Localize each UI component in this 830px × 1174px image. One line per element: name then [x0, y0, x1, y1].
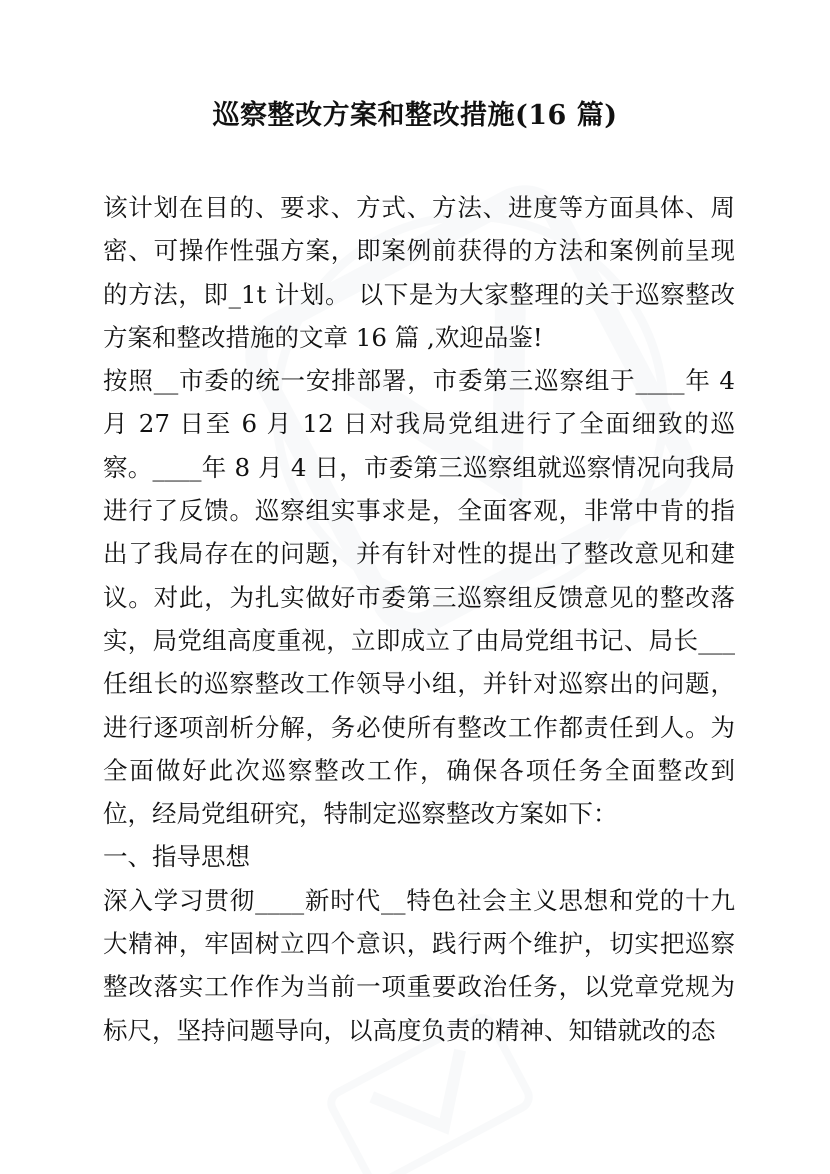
guiding-thought-paragraph: 深入学习贯彻____新时代__特色社会主义思想和党的十九大精神，牢固树立四个意识，践行两个维护，切实把巡察整改落实工作作为当前一项重要政治任务，以党章党规为标尺，坚持问题导向，以高度负责的精神、知错就改的态	[103, 885, 735, 1045]
document-title: 巡察整改方案和整改措施(16 篇)	[212, 100, 618, 131]
intro-paragraph: 该计划在目的、要求、方式、方法、进度等方面具体、周密、可操作性强方案，即案例前获得的方法和案例前呈现的方法，即_1t 计划。 以下是为大家整理的关于巡察整改方案和整改措施的文章 16 篇 ,欢迎品鉴!	[103, 193, 735, 352]
background-paragraph: 按照__市委的统一安排部署，市委第三巡察组于____年 4 月 27 日至 6 月 12 日对我局党组进行了全面细致的巡察。____年 8 月 4 日，市委第三巡察组就巡察情况向我局进行了反馈。巡察组实事求是，全面客观，非常中肯的指出了我局存在的问题，并有针对性的提出了整改意见和建议。对此，为扎实做好市委第三巡察组反馈意见的整改落实，局党组高度重视，立即成立了由局党组书记、局长___任组长的巡察整改工作领导小组，并针对巡察出的问题，进行逐项剖析分解，务必使所有整改工作都责任到人。为全面做好此次巡察整改工作，确保各项任务全面整改到位，经局党组研究，特制定巡察整改方案如下：	[103, 366, 735, 829]
section-heading: 一、指导思想	[103, 842, 250, 872]
document-body	[103, 186, 735, 1052]
